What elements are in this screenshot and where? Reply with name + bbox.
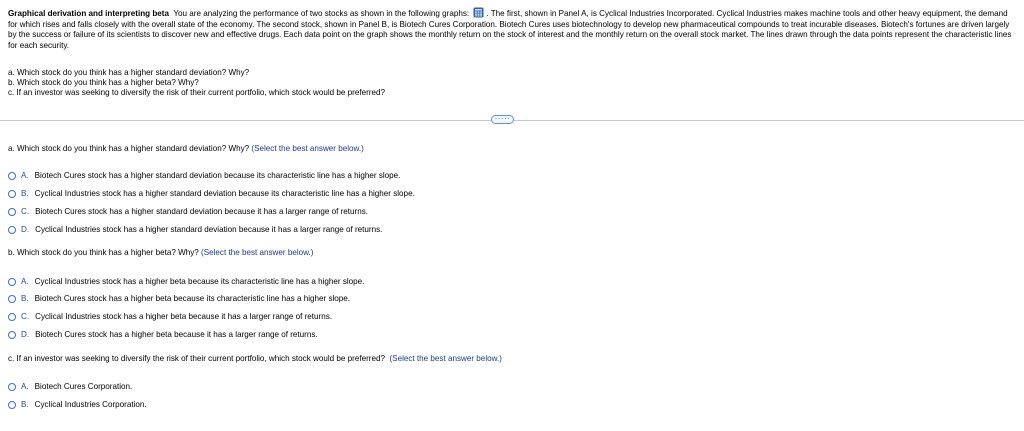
- intro-text-rest: . The first, shown in Panel A, is Cyclical Industries Incorporated. Cyclical Industries makes machine tools and other heavy equipment, the demand for which rises and falls closely with the overall state of the economy. The second stock, shown in Panel B, is Biotech Cures Corporation. Biotech Cures uses biotechnology to develop new pharmaceutical compounds to treat incurable diseases. Biotech's fortunes are driven largely by the success or failure of its scientists to discover new and effective drugs. Each data point on the graph shows the monthly return on the stock of interest and the monthly return on the overall stock market. The lines drawn through the data points represent the characteristic lines for each security.: [8, 9, 1012, 50]
- option-text: Cyclical Industries Corporation.: [34, 400, 147, 409]
- radio-button[interactable]: [8, 208, 16, 216]
- option-letter: C.: [21, 312, 30, 321]
- option-letter: A.: [21, 277, 29, 286]
- question-b-option-b[interactable]: [8, 294, 350, 303]
- question-a-option-c[interactable]: [8, 207, 368, 216]
- option-text: Biotech Cures stock has a higher beta because its characteristic line has a higher slope.: [34, 294, 351, 303]
- option-text: Biotech Cures stock has a higher standard deviation because its characteristic line has a higher slope.: [34, 171, 401, 180]
- question-c-option-b[interactable]: [8, 400, 147, 409]
- problem-title: Graphical derivation and interpreting beta: [8, 9, 170, 18]
- question-b-prompt: [8, 248, 314, 257]
- question-list-item-a: a. Which stock do you think has a higher standard deviation? Why?: [8, 68, 250, 77]
- option-text: Cyclical Industries stock has a higher beta because it has a larger range of returns.: [35, 312, 333, 321]
- question-c-option-a[interactable]: [8, 382, 132, 391]
- expand-more-button[interactable]: ·····: [491, 115, 514, 124]
- question-b-hint: (Select the best answer below.): [201, 248, 314, 257]
- option-text: Biotech Cures stock has a higher beta because it has a larger range of returns.: [35, 330, 318, 339]
- option-text: Biotech Cures Corporation.: [34, 382, 133, 391]
- option-letter: A.: [21, 171, 29, 180]
- question-a-prompt: [8, 144, 364, 153]
- radio-button[interactable]: [8, 331, 16, 339]
- radio-button[interactable]: [8, 278, 16, 286]
- question-c-text: c. If an investor was seeking to diversify the risk of their current portfolio, which stock would be preferred?: [8, 354, 385, 363]
- option-letter: B.: [21, 294, 29, 303]
- problem-intro: [8, 7, 1016, 51]
- option-letter: D.: [21, 330, 30, 339]
- option-text: Biotech Cures stock has a higher standard deviation because it has a larger range of returns.: [35, 207, 369, 216]
- questions-list: [8, 68, 385, 99]
- question-a-hint: (Select the best answer below.): [251, 144, 364, 153]
- question-b-option-d[interactable]: [8, 330, 318, 339]
- radio-button[interactable]: [8, 401, 16, 409]
- question-b-option-a[interactable]: [8, 277, 364, 286]
- radio-button[interactable]: [8, 226, 16, 234]
- question-list-item-c: c. If an investor was seeking to diversify the risk of their current portfolio, which stock would be preferred?: [8, 88, 385, 98]
- question-a-option-a[interactable]: [8, 171, 400, 180]
- question-c-prompt: [8, 354, 502, 363]
- option-text: Cyclical Industries stock has a higher standard deviation because its characteristic line has a higher slope.: [34, 189, 415, 198]
- option-text: Cyclical Industries stock has a higher beta because its characteristic line has a higher slope.: [34, 277, 365, 286]
- question-list-item-b: b. Which stock do you think has a higher beta? Why?: [8, 78, 199, 88]
- question-a-option-d[interactable]: [8, 225, 382, 234]
- radio-button[interactable]: [8, 295, 16, 303]
- radio-button[interactable]: [8, 313, 16, 321]
- intro-text-start: You are analyzing the performance of two stocks as shown in the following graphs:: [173, 9, 470, 18]
- option-text: Cyclical Industries stock has a higher standard deviation because it has a larger range of returns.: [35, 225, 383, 234]
- radio-button[interactable]: [8, 383, 16, 391]
- question-b-option-c[interactable]: [8, 312, 332, 321]
- question-c-hint: (Select the best answer below.): [389, 354, 502, 363]
- option-letter: D.: [21, 225, 30, 234]
- option-letter: B.: [21, 189, 29, 198]
- option-letter: C.: [21, 207, 30, 216]
- option-letter: B.: [21, 400, 29, 409]
- option-letter: A.: [21, 382, 29, 391]
- question-a-text: a. Which stock do you think has a higher standard deviation? Why?: [8, 144, 250, 153]
- radio-button[interactable]: [8, 190, 16, 198]
- radio-button[interactable]: [8, 172, 16, 180]
- data-table-icon[interactable]: [473, 7, 484, 18]
- question-b-text: b. Which stock do you think has a higher beta? Why?: [8, 248, 199, 257]
- question-a-option-b[interactable]: [8, 189, 415, 198]
